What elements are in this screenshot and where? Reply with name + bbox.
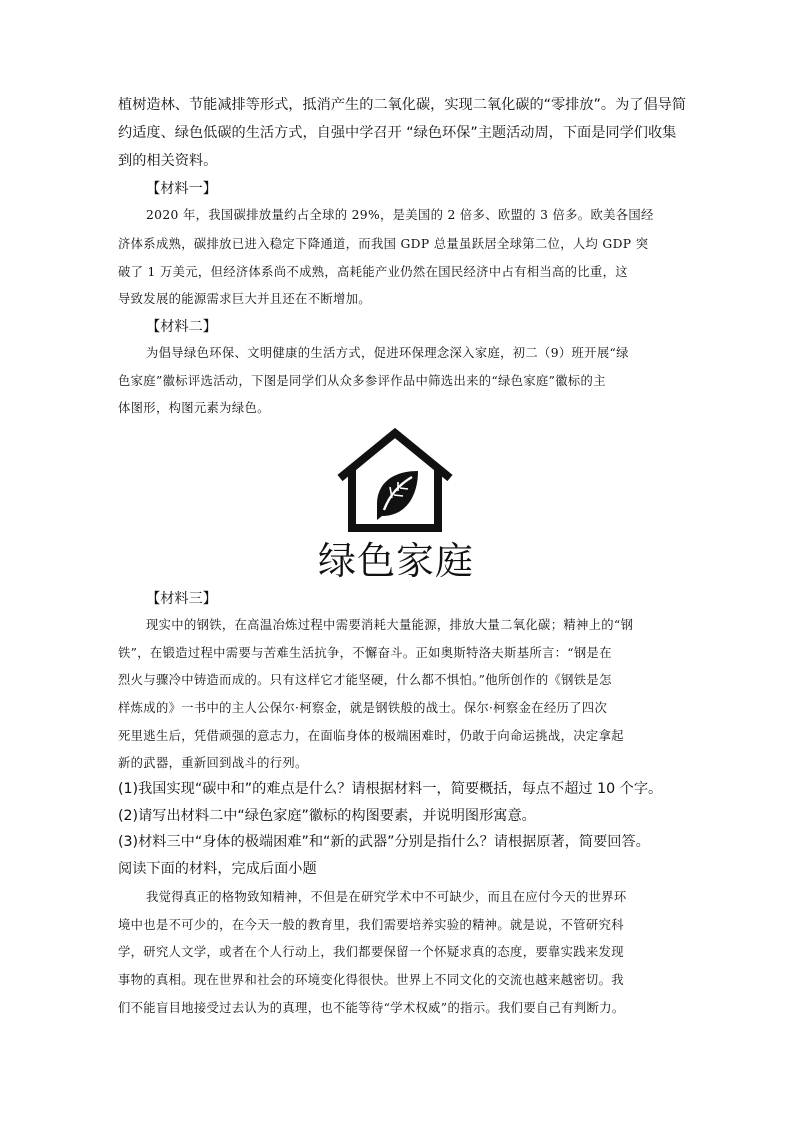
house-leaf-icon [320, 424, 470, 534]
intro-line-2: 约适度、绿色低碳的生活方式，自强中学召开 “绿色环保”主题活动周，下面是同学们收集 [118, 125, 677, 141]
reading-line-4: 事物的真相。现在世界和社会的环境变化得很快。世界上不同文化的交流也越来越密切。我 [118, 973, 624, 987]
reading-line-3: 学，研究人文学，或者在个人行动上，我们都要保留一个怀疑求真的态度，要靠实践来发现 [118, 945, 624, 959]
material3-line-2: 铁”，在锻造过程中需要与苦难生活抗争，不懈奋斗。正如奥斯特洛夫斯基所言：“钢是在 [118, 646, 612, 660]
material3-line-5: 死里逃生后，凭借顽强的意志力，在面临身体的极端困难时，仍敢于向命运挑战，决定拿起 [118, 729, 624, 743]
material1-line-3: 破了 1 万美元，但经济体系尚不成熟，高耗能产业仍然在国民经济中占有相当高的比重，这 [118, 265, 628, 279]
reading-line-1: 我觉得真正的格物致知精神，不但是在研究学术中不可缺少，而且在应付今天的世界环 [146, 890, 627, 904]
material1-line-1: 2020 年，我国碳排放量约占全球的 29%，是美国的 2 倍多、欧盟的 3 倍多。欧美各国经 [146, 208, 654, 222]
reading-heading: 阅读下面的材料，完成后面小题 [118, 861, 317, 877]
material2-line-1: 为倡导绿色环保、文明健康的生活方式，促进环保理念深入家庭，初二（9）班开展“绿 [146, 346, 629, 360]
material2-line-2: 色家庭”徽标评选活动，下图是同学们从众多参评作品中筛选出来的“绿色家庭”徽标的主 [118, 374, 606, 388]
question-3: (3)材料三中“身体的极端困难”和“新的武器”分别是指什么？请根据原著，简要回答。 [118, 834, 650, 850]
intro-line-3: 到的相关资料。 [118, 153, 218, 169]
material3-line-6: 新的武器，重新回到战斗的行列。 [118, 756, 308, 770]
logo-text: 绿色家庭 [318, 539, 475, 583]
material1-heading: 【材料一】 [146, 181, 217, 197]
reading-line-5: 们不能盲目地接受过去认为的真理，也不能等待“学术权威”的指示。我们要自己有判断力。 [118, 1001, 625, 1015]
intro-line-1: 植树造林、节能减排等形式，抵消产生的二氧化碳，实现二氧化碳的“零排放”。为了倡导简 [118, 97, 687, 113]
material1-line-2: 济体系成熟，碳排放已进入稳定下降通道，而我国 GDP 总量虽跃居全球第二位，人均 GDP 突 [118, 237, 649, 251]
question-1: (1)我国实现“碳中和”的难点是什么？请根据材料一，简要概括，每点不超过 10 个字。 [118, 781, 663, 797]
material1-line-4: 导致发展的能源需求巨大并且还在不断增加。 [118, 292, 371, 306]
material2-heading: 【材料二】 [146, 319, 217, 335]
material3-heading: 【材料三】 [146, 591, 217, 607]
material3-line-1: 现实中的钢铁，在高温冶炼过程中需要消耗大量能源，排放大量二氧化碳；精神上的“钢 [146, 618, 634, 632]
reading-line-2: 境中也是不可少的，在今天一般的教育里，我们需要培养实验的精神。就是说，不管研究科 [118, 918, 624, 932]
material3-line-4: 样炼成的》一书中的主人公保尔·柯察金，就是钢铁般的战士。保尔·柯察金在经历了四次 [118, 701, 608, 715]
question-2: (2)请写出材料二中“绿色家庭”徽标的构图要素，并说明图形寓意。 [118, 808, 536, 824]
material2-line-3: 体图形，构图元素为绿色。 [118, 401, 270, 415]
material3-line-3: 烈火与骤冷中铸造而成的。只有这样它才能坚硬，什么都不惧怕。”他所创作的《钢铁是怎 [118, 673, 612, 687]
